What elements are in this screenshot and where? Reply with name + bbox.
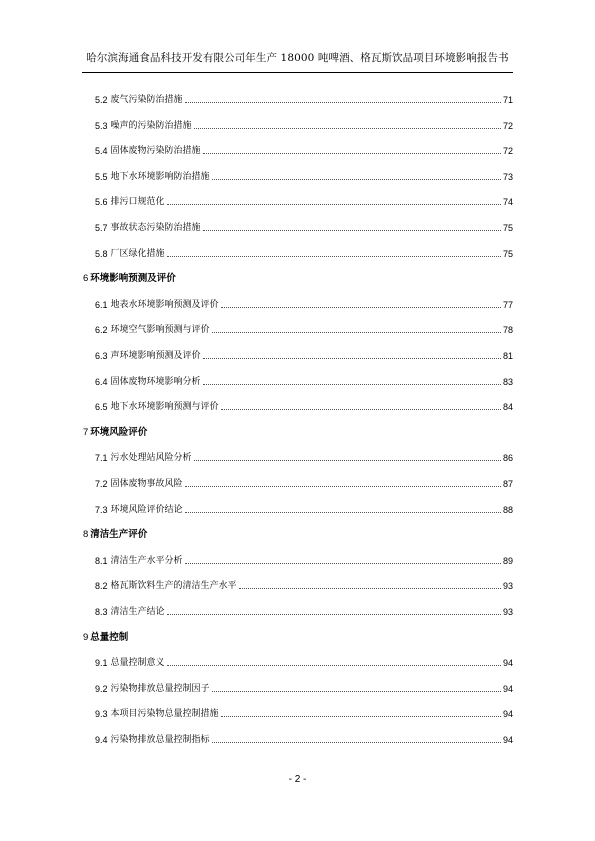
toc-entry-title: 污染物排放总量控制指标 [110,735,210,745]
toc-entry-page: 75 [502,248,513,259]
toc-entry-number: 8.2 [95,581,108,592]
toc-section-entry[interactable] [83,192,513,208]
toc-entry-title: 总量控制意义 [110,658,165,669]
toc-entry-page: 87 [502,479,513,489]
toc-chapter-entry[interactable] [83,423,513,439]
toc-dot-leader [194,127,501,129]
toc-dot-leader [221,408,501,410]
toc-entry-page: 94 [502,735,513,745]
toc-entry-number: 5.2 [95,95,108,105]
toc-dot-leader [203,383,501,385]
toc-entry-number: 9 [83,631,89,643]
toc-chapter-entry[interactable] [83,269,513,285]
toc-entry-title: 地下水环境影响防治措施 [110,171,210,182]
toc-entry-number: 5.3 [95,120,108,131]
toc-section-entry[interactable] [83,474,513,490]
toc-entry-page: 94 [502,683,513,694]
toc-section-entry[interactable] [83,397,513,413]
toc-section-entry[interactable] [83,653,513,669]
toc-entry-page: 94 [502,658,513,669]
toc-entry-title: 事故状态污染防治措施 [110,223,201,233]
toc-entry-page: 74 [502,197,513,208]
toc-dot-leader [239,587,501,589]
toc-entry-title: 清洁生产评价 [90,529,148,541]
toc-entry-number: 5.5 [95,171,108,182]
toc-entry-page: 88 [502,504,513,515]
toc-dot-leader [167,613,501,615]
toc-dot-leader [185,511,501,513]
toc-dot-leader [185,101,501,103]
toc-entry-number: 7.2 [95,479,108,489]
toc-entry-number: 6 [83,273,89,285]
toc-chapter-entry[interactable] [83,525,513,541]
toc-dot-leader [203,357,501,359]
toc-entry-page: 77 [502,299,513,310]
toc-entry-page: 72 [502,146,513,157]
toc-entry-page: 93 [502,607,513,617]
toc-entry-title: 固体废物环境影响分析 [110,376,201,387]
toc-dot-leader [203,152,501,154]
toc-entry-number: 6.3 [95,351,108,361]
running-header: 哈尔滨海通食品科技开发有限公司年生产 18000 吨啤酒、格瓦斯饮品项目环境影响报告书 [86,52,509,64]
toc-section-entry[interactable] [83,679,513,695]
toc-entry-number: 5.6 [95,197,108,208]
toc-entry-title: 污染物排放总量控制因子 [110,683,210,694]
toc-entry-title: 厂区绿化措施 [110,248,165,259]
toc-entry-title: 格瓦斯饮料生产的清洁生产水平 [110,581,237,592]
toc-section-entry[interactable] [83,730,513,746]
page-number: - 2 - [288,774,307,785]
toc-entry-title: 地表水环境影响预测及评价 [110,299,219,310]
toc-dot-leader [212,690,501,692]
toc-entry-number: 9.2 [95,683,108,694]
toc-entry-title: 清洁生产结论 [110,607,165,617]
toc-section-entry[interactable] [83,500,513,516]
toc-entry-title: 噪声的污染防治措施 [110,120,192,131]
toc-entry-page: 72 [502,120,513,131]
toc-entry-number: 9.1 [95,658,108,669]
toc-entry-page: 78 [502,325,513,336]
toc-dot-leader [167,255,501,257]
toc-section-entry[interactable] [83,244,513,260]
toc-dot-leader [203,229,501,231]
toc-entry-title: 固体废物污染防治措施 [110,146,201,157]
toc-section-entry[interactable] [83,116,513,132]
toc-entry-number: 7.1 [95,453,108,464]
toc-entry-title: 环境风险评价结论 [110,504,183,515]
toc-entry-number: 5.4 [95,146,108,157]
toc-entry-number: 7.3 [95,504,108,515]
toc-dot-leader [221,715,501,717]
toc-entry-title: 排污口规范化 [110,197,165,208]
toc-section-entry[interactable] [83,372,513,388]
toc-section-entry[interactable] [83,602,513,618]
toc-entry-title: 清洁生产水平分析 [110,555,183,566]
toc-entry-page: 93 [502,581,513,592]
toc-section-entry[interactable] [83,448,513,464]
toc-entry-title: 污水处理站风险分析 [110,453,192,464]
toc-entry-number: 6.5 [95,402,108,413]
toc-entry-number: 8.3 [95,607,108,617]
toc-dot-leader [221,306,501,308]
toc-entry-page: 94 [502,709,513,720]
toc-section-entry[interactable] [83,167,513,183]
toc-entry-title: 废气污染防治措施 [110,95,183,105]
toc-entry-number: 5.7 [95,223,108,233]
toc-entry-number: 8 [83,529,89,541]
toc-section-entry[interactable] [83,551,513,567]
toc-dot-leader [212,741,501,743]
toc-entry-page: 89 [502,555,513,566]
toc-entry-page: 73 [502,171,513,182]
toc-entry-page: 86 [502,453,513,464]
toc-entry-title: 环境风险评价 [90,426,148,438]
toc-section-entry[interactable] [83,141,513,157]
toc-entry-page: 71 [502,95,513,105]
toc-section-entry[interactable] [83,218,513,234]
toc-entry-page: 81 [502,351,513,361]
toc-section-entry[interactable] [83,295,513,311]
toc-entry-number: 5.8 [95,248,108,259]
toc-entry-page: 84 [502,402,513,413]
toc-dot-leader [212,331,501,333]
toc-entry-title: 总量控制 [90,631,129,643]
toc-entry-title: 地下水环境影响预测与评价 [110,402,219,413]
toc-section-entry[interactable] [83,576,513,592]
toc-entry-title: 固体废物事故风险 [110,479,183,489]
toc-entry-title: 声环境影响预测及评价 [110,351,201,361]
header-rule [82,72,513,73]
toc-entry-page: 75 [502,223,513,233]
toc-section-entry[interactable] [83,704,513,720]
toc-section-entry[interactable] [83,90,513,106]
toc-entry-title: 环境空气影响预测与评价 [110,325,210,336]
toc-entry-number: 9.4 [95,735,108,745]
toc-entry-title: 本项目污染物总量控制措施 [110,709,219,720]
toc-entry-number: 8.1 [95,555,108,566]
toc-section-entry[interactable] [83,346,513,362]
toc-entry-number: 7 [83,426,89,438]
toc-entry-number: 6.2 [95,325,108,336]
toc-entry-number: 6.1 [95,299,108,310]
toc-entry-number: 6.4 [95,376,108,387]
toc-dot-leader [212,178,501,180]
toc-entry-number: 9.3 [95,709,108,720]
toc-dot-leader [185,562,501,564]
toc-dot-leader [194,459,501,461]
toc-entry-page: 83 [502,376,513,387]
toc-chapter-entry[interactable] [83,628,513,644]
toc-dot-leader [185,485,501,487]
toc-dot-leader [167,203,501,205]
toc-entry-title: 环境影响预测及评价 [90,273,176,285]
toc-dot-leader [167,664,501,666]
toc-section-entry[interactable] [83,320,513,336]
